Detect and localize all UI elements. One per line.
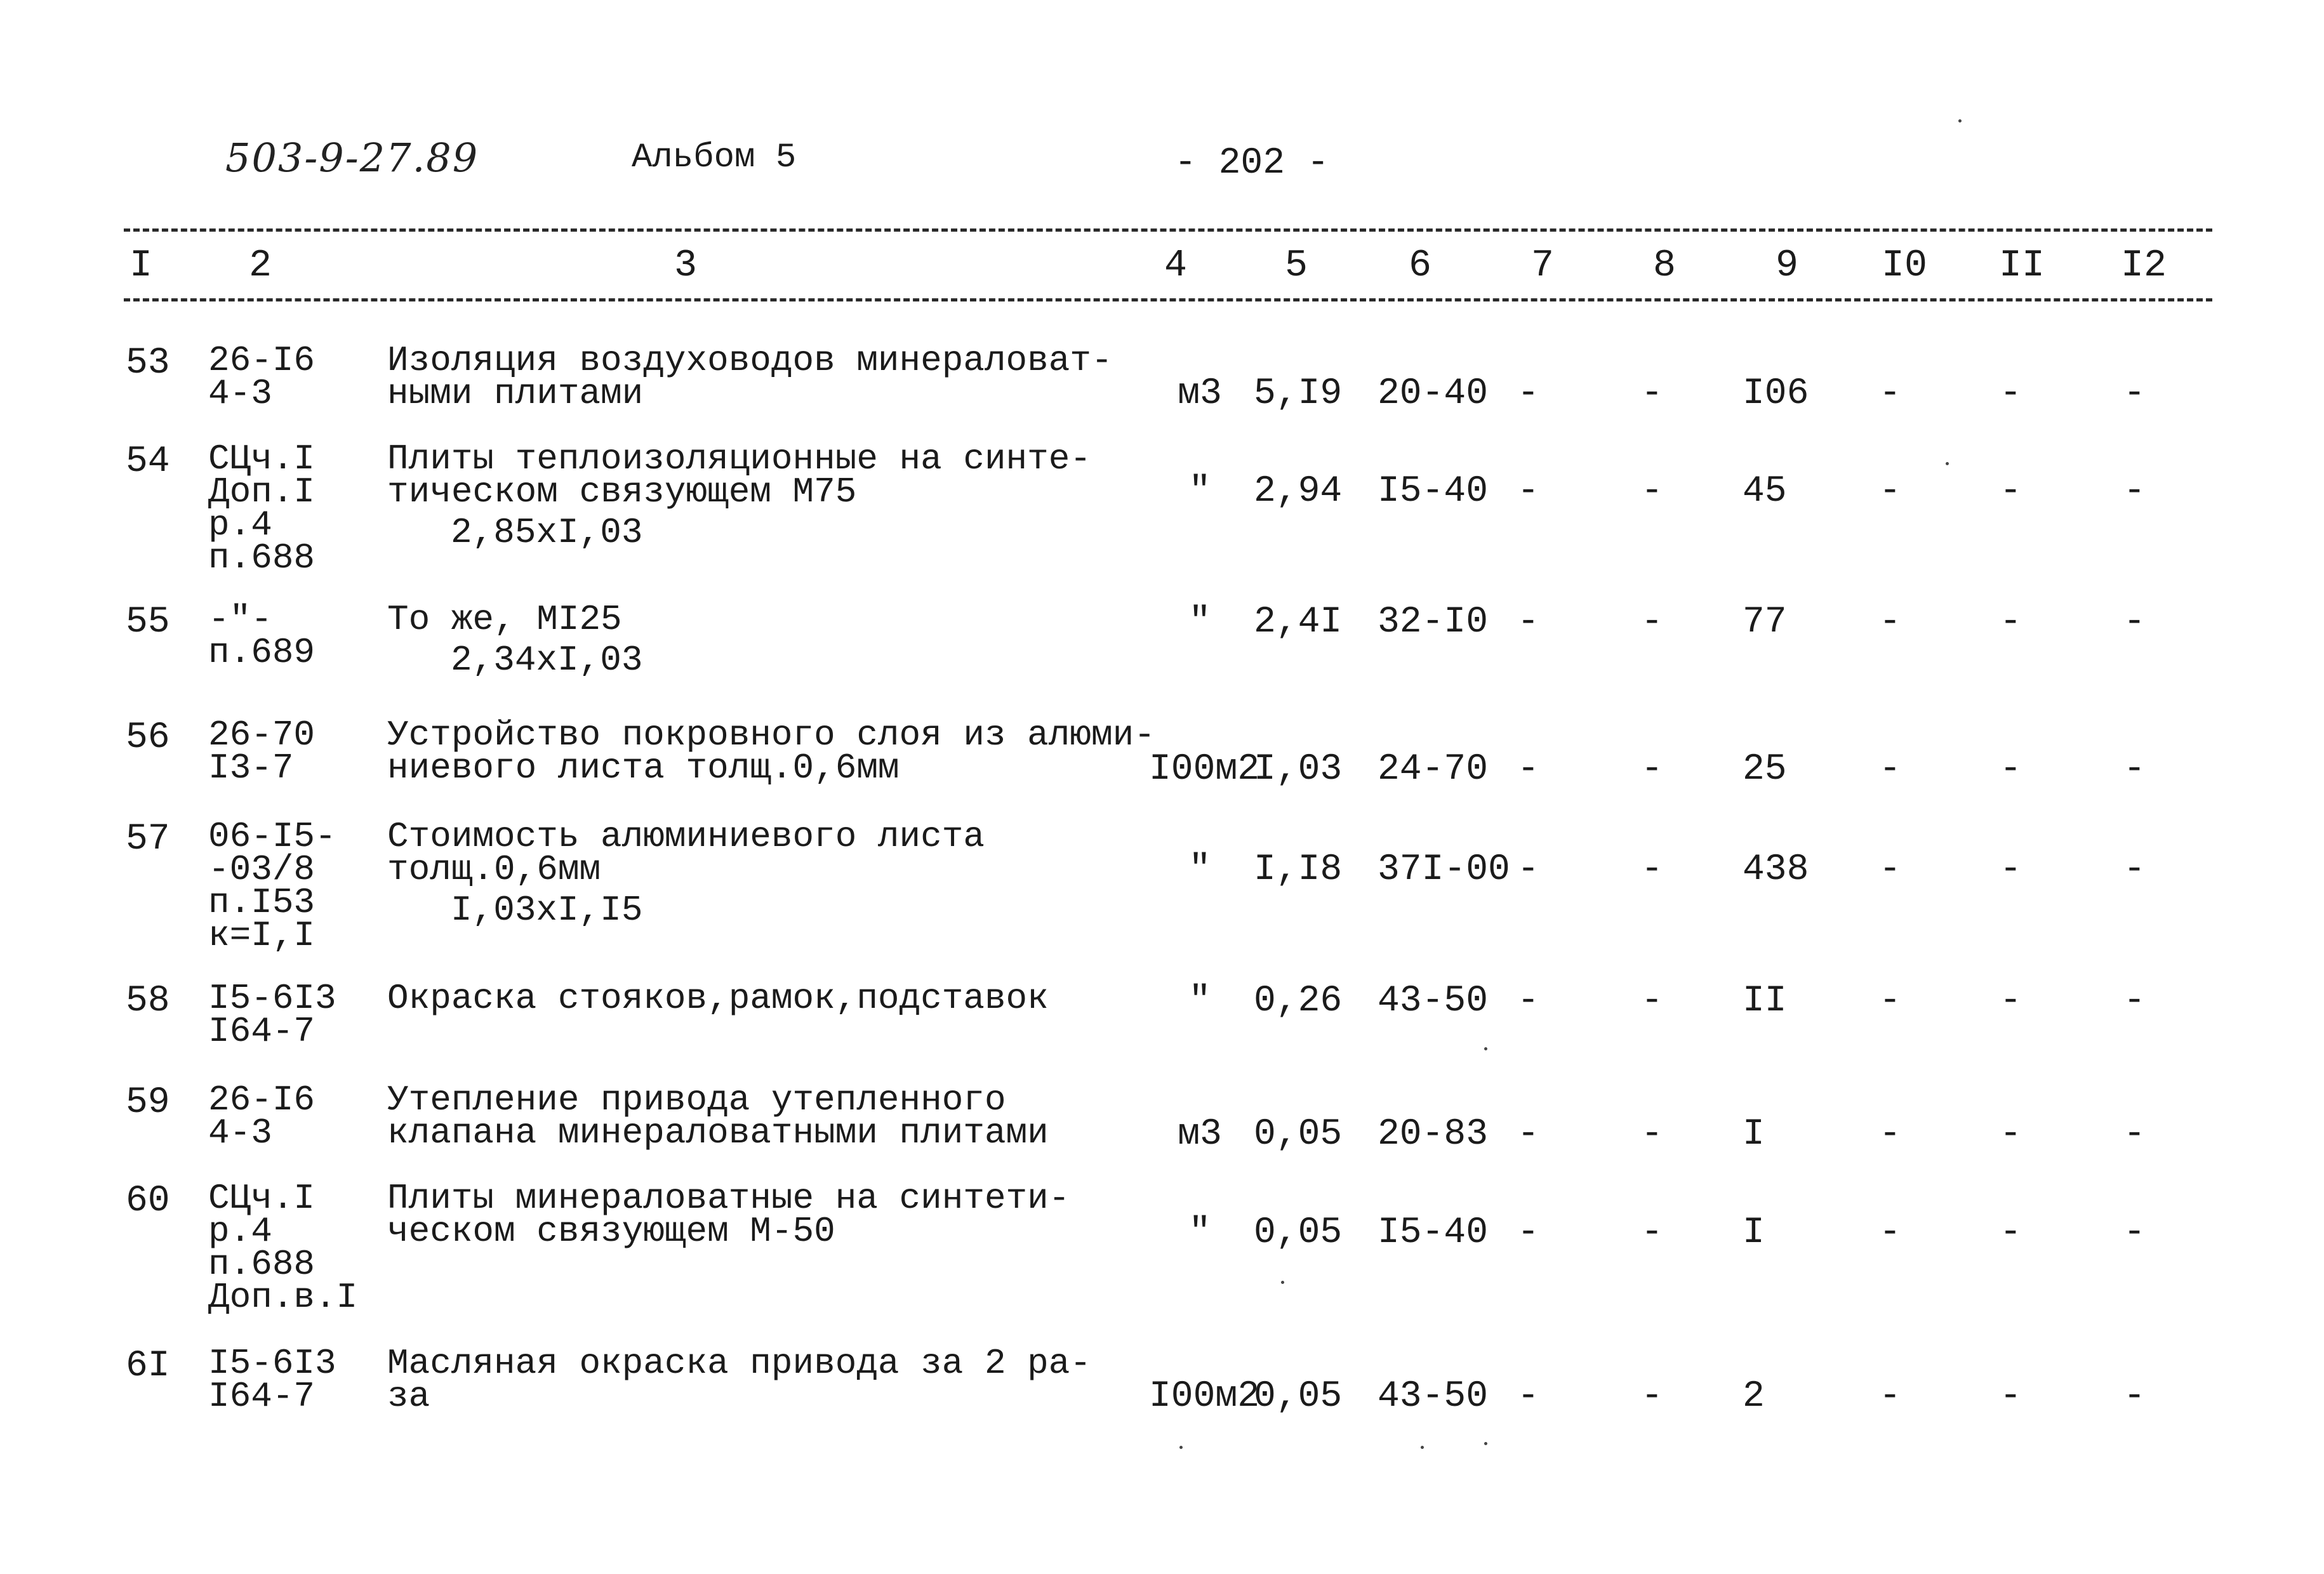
col12-cell: - bbox=[2123, 981, 2146, 1022]
col11-cell: - bbox=[2000, 749, 2022, 790]
unit-cell: " bbox=[1188, 981, 1211, 1022]
col8-cell: - bbox=[1641, 602, 1663, 643]
header-top-rule bbox=[124, 228, 2212, 232]
col8-cell: - bbox=[1641, 1114, 1663, 1155]
norm-code: 06-I5- -03/8 п.I53 к=I,I bbox=[208, 816, 336, 956]
col7-cell: - bbox=[1517, 981, 1539, 1022]
col7-cell: - bbox=[1517, 602, 1539, 643]
col10-cell: - bbox=[1879, 1114, 1901, 1155]
work-description bbox=[387, 1080, 1049, 1153]
column-header-7: 7 bbox=[1531, 244, 1555, 288]
album-label: Альбом 5 bbox=[632, 138, 797, 177]
description-line: Масляная окраска привода за 2 ра- bbox=[387, 1343, 1091, 1384]
col8-cell: - bbox=[1641, 749, 1663, 790]
description-line: Стоимость алюминиевого листа bbox=[387, 816, 985, 857]
quantity-formula: 2,34хI,03 bbox=[451, 640, 643, 680]
col11-cell: - bbox=[2000, 849, 2022, 890]
col11-cell: - bbox=[2000, 981, 2022, 1022]
col7-cell: - bbox=[1517, 471, 1539, 512]
description-line: ческом связующем М-50 bbox=[387, 1211, 835, 1252]
description-line: То же, МI25 bbox=[387, 599, 622, 640]
total-cost-cell: 438 bbox=[1743, 849, 1809, 890]
total-cost-cell: 77 bbox=[1743, 602, 1787, 643]
unit-price-cell: 24-70 bbox=[1378, 749, 1489, 790]
description-line: толщ.0,6мм bbox=[387, 849, 601, 890]
work-description bbox=[387, 599, 643, 680]
scan-speck bbox=[1179, 1446, 1183, 1449]
col10-cell: - bbox=[1879, 849, 1901, 890]
unit-cell: " bbox=[1188, 602, 1211, 643]
work-description bbox=[387, 715, 1155, 788]
col7-cell: - bbox=[1517, 749, 1539, 790]
col12-cell: - bbox=[2123, 1212, 2146, 1253]
work-description bbox=[387, 439, 1091, 553]
column-header-1: I bbox=[129, 244, 153, 288]
norm-code: -"- п.689 bbox=[208, 599, 315, 673]
description-line: ными плитами bbox=[387, 373, 644, 414]
quantity-cell: I,03 bbox=[1254, 749, 1343, 790]
col7-cell: - bbox=[1517, 1114, 1539, 1155]
description-line: Устройство покровного слоя из алюми- bbox=[387, 715, 1155, 755]
description-line: Окраска стояков,рамок,подставок bbox=[387, 978, 1049, 1019]
col12-cell: - bbox=[2123, 373, 2146, 414]
col12-cell: - bbox=[2123, 749, 2146, 790]
col7-cell: - bbox=[1517, 373, 1539, 414]
quantity-cell: 0,26 bbox=[1254, 981, 1343, 1022]
col8-cell: - bbox=[1641, 1212, 1663, 1253]
quantity-formula: 2,85хI,03 bbox=[451, 512, 643, 553]
description-line: Утепление привода утепленного bbox=[387, 1080, 1006, 1120]
col12-cell: - bbox=[2123, 471, 2146, 512]
quantity-cell: 0,05 bbox=[1254, 1114, 1343, 1155]
column-header-6: 6 bbox=[1408, 244, 1432, 288]
column-header-11: II bbox=[1998, 244, 2045, 288]
work-description bbox=[387, 1178, 1070, 1252]
column-header-3: 3 bbox=[674, 244, 698, 288]
total-cost-cell: I bbox=[1743, 1212, 1765, 1253]
unit-cell: " bbox=[1188, 1212, 1211, 1253]
col10-cell: - bbox=[1879, 1212, 1901, 1253]
description-line: Плиты теплоизоляционные на синте- bbox=[387, 439, 1091, 479]
unit-price-cell: 32-I0 bbox=[1378, 602, 1489, 643]
col10-cell: - bbox=[1879, 981, 1901, 1022]
total-cost-cell: 45 bbox=[1743, 471, 1787, 512]
column-header-9: 9 bbox=[1775, 244, 1799, 288]
col7-cell: - bbox=[1517, 849, 1539, 890]
row-number: 54 bbox=[126, 441, 170, 482]
col11-cell: - bbox=[2000, 1212, 2022, 1253]
col12-cell: - bbox=[2123, 602, 2146, 643]
description-line: за bbox=[387, 1376, 430, 1417]
total-cost-cell: II bbox=[1743, 981, 1787, 1022]
scan-speck bbox=[1484, 1442, 1487, 1445]
row-number: 57 bbox=[126, 819, 170, 860]
col10-cell: - bbox=[1879, 1376, 1901, 1417]
col11-cell: - bbox=[2000, 1376, 2022, 1417]
unit-cell: " bbox=[1188, 849, 1211, 890]
norm-code: СЦч.I р.4 п.688 Доп.в.I bbox=[208, 1178, 358, 1318]
work-description bbox=[387, 978, 1049, 1019]
unit-cell: " bbox=[1188, 471, 1211, 512]
row-number: 6I bbox=[126, 1346, 170, 1387]
col8-cell: - bbox=[1641, 373, 1663, 414]
header-bottom-rule bbox=[124, 298, 2212, 301]
scan-speck bbox=[1958, 119, 1962, 122]
quantity-formula: I,03хI,I5 bbox=[451, 890, 643, 930]
col12-cell: - bbox=[2123, 1376, 2146, 1417]
scan-speck bbox=[1484, 1047, 1487, 1050]
scan-speck bbox=[1946, 462, 1949, 465]
norm-code: 26-I6 4-3 bbox=[208, 340, 315, 414]
work-description bbox=[387, 816, 985, 930]
description-line: Изоляция воздуховодов минераловат- bbox=[387, 340, 1113, 381]
quantity-cell: I,I8 bbox=[1254, 849, 1343, 890]
col8-cell: - bbox=[1641, 849, 1663, 890]
total-cost-cell: 25 bbox=[1743, 749, 1787, 790]
col10-cell: - bbox=[1879, 749, 1901, 790]
unit-price-cell: 43-50 bbox=[1378, 1376, 1489, 1417]
row-number: 58 bbox=[126, 981, 170, 1022]
page-number: - 202 - bbox=[1174, 143, 1329, 184]
row-number: 55 bbox=[126, 602, 170, 643]
col10-cell: - bbox=[1879, 471, 1901, 512]
work-description bbox=[387, 1343, 1091, 1417]
quantity-cell: 2,94 bbox=[1254, 471, 1343, 512]
column-header-10: I0 bbox=[1881, 244, 1928, 288]
col8-cell: - bbox=[1641, 1376, 1663, 1417]
work-description bbox=[387, 340, 1113, 414]
column-header-4: 4 bbox=[1164, 244, 1188, 288]
total-cost-cell: 2 bbox=[1743, 1376, 1765, 1417]
col11-cell: - bbox=[2000, 471, 2022, 512]
column-header-12: I2 bbox=[2120, 244, 2167, 288]
unit-price-cell: 37I-00 bbox=[1378, 849, 1510, 890]
unit-price-cell: I5-40 bbox=[1378, 471, 1489, 512]
row-number: 53 bbox=[126, 343, 170, 384]
col12-cell: - bbox=[2123, 849, 2146, 890]
quantity-cell: 0,05 bbox=[1254, 1376, 1343, 1417]
description-line: клапана минераловатными плитами bbox=[387, 1113, 1049, 1153]
col10-cell: - bbox=[1879, 602, 1901, 643]
norm-code: 26-70 I3-7 bbox=[208, 715, 315, 788]
unit-cell: м3 bbox=[1178, 373, 1222, 414]
unit-price-cell: 43-50 bbox=[1378, 981, 1489, 1022]
norm-code: СЦч.I Доп.I р.4 п.688 bbox=[208, 439, 315, 578]
total-cost-cell: I bbox=[1743, 1114, 1765, 1155]
col8-cell: - bbox=[1641, 471, 1663, 512]
col11-cell: - bbox=[2000, 1114, 2022, 1155]
quantity-cell: 5,I9 bbox=[1254, 373, 1343, 414]
total-cost-cell: I06 bbox=[1743, 373, 1809, 414]
column-header-8: 8 bbox=[1652, 244, 1677, 288]
unit-price-cell: I5-40 bbox=[1378, 1212, 1489, 1253]
scan-speck bbox=[1281, 1281, 1284, 1284]
scan-speck bbox=[1421, 1446, 1424, 1449]
description-line: ниевого листа толщ.0,6мм bbox=[387, 748, 900, 788]
norm-code: I5-6I3 I64-7 bbox=[208, 1343, 336, 1417]
unit-price-cell: 20-83 bbox=[1378, 1114, 1489, 1155]
norm-code: I5-6I3 I64-7 bbox=[208, 978, 336, 1052]
unit-cell: I00м2 bbox=[1149, 749, 1260, 790]
norm-code: 26-I6 4-3 bbox=[208, 1080, 315, 1153]
description-line: Плиты минераловатные на синтети- bbox=[387, 1178, 1070, 1219]
unit-cell: I00м2 bbox=[1149, 1376, 1260, 1417]
document-code: 503-9-27.89 bbox=[225, 135, 479, 181]
col11-cell: - bbox=[2000, 373, 2022, 414]
col11-cell: - bbox=[2000, 602, 2022, 643]
unit-cell: м3 bbox=[1178, 1114, 1222, 1155]
quantity-cell: 0,05 bbox=[1254, 1212, 1343, 1253]
quantity-cell: 2,4I bbox=[1254, 602, 1343, 643]
row-number: 59 bbox=[126, 1082, 170, 1123]
row-number: 56 bbox=[126, 717, 170, 758]
col7-cell: - bbox=[1517, 1376, 1539, 1417]
description-line: тическом связующем М75 bbox=[387, 472, 857, 512]
col8-cell: - bbox=[1641, 981, 1663, 1022]
unit-price-cell: 20-40 bbox=[1378, 373, 1489, 414]
col12-cell: - bbox=[2123, 1114, 2146, 1155]
column-header-2: 2 bbox=[248, 244, 272, 288]
column-header-5: 5 bbox=[1284, 244, 1308, 288]
col10-cell: - bbox=[1879, 373, 1901, 414]
col7-cell: - bbox=[1517, 1212, 1539, 1253]
row-number: 60 bbox=[126, 1180, 170, 1222]
